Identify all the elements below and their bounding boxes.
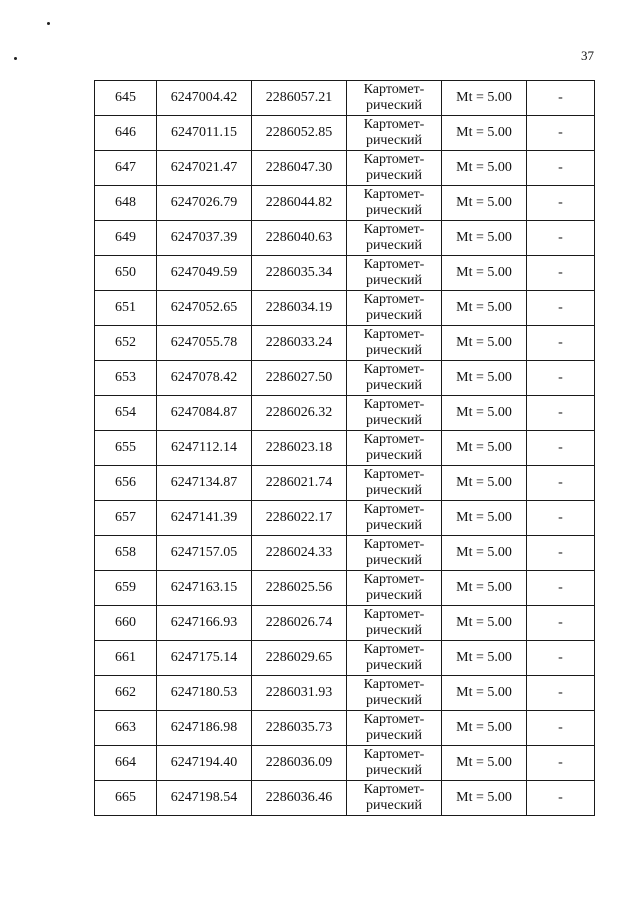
method-line-1: Картомет-	[363, 117, 425, 132]
method-cell	[347, 711, 442, 746]
point-number-cell: 663	[95, 711, 157, 746]
method-line-1: Картомет-	[363, 327, 425, 342]
y-coordinate-cell: 2286029.65	[252, 641, 347, 676]
point-number-cell: 657	[95, 501, 157, 536]
note-cell: -	[527, 151, 595, 186]
x-coordinate-cell: 6247186.98	[157, 711, 252, 746]
method-line-2: рический	[365, 658, 423, 673]
y-coordinate-cell: 2286033.24	[252, 326, 347, 361]
table-row	[95, 326, 595, 361]
method-line-2: рический	[365, 483, 423, 498]
point-number-cell: 662	[95, 676, 157, 711]
method-line-2: рический	[365, 238, 423, 253]
x-coordinate-cell: 6247049.59	[157, 256, 252, 291]
method-line-2: рический	[365, 168, 423, 183]
accuracy-cell: Mt = 5.00	[442, 431, 527, 466]
method-line-1: Картомет-	[363, 362, 425, 377]
point-number-cell: 655	[95, 431, 157, 466]
point-number-cell: 647	[95, 151, 157, 186]
method-line-2: рический	[365, 413, 423, 428]
y-coordinate-cell: 2286031.93	[252, 676, 347, 711]
x-coordinate-cell: 6247157.05	[157, 536, 252, 571]
y-coordinate-cell: 2286044.82	[252, 186, 347, 221]
accuracy-cell: Mt = 5.00	[442, 221, 527, 256]
note-cell: -	[527, 641, 595, 676]
method-line-1: Картомет-	[363, 222, 425, 237]
accuracy-cell: Mt = 5.00	[442, 256, 527, 291]
method-cell	[347, 396, 442, 431]
method-line-2: рический	[365, 588, 423, 603]
method-line-1: Картомет-	[363, 572, 425, 587]
method-line-1: Картомет-	[363, 292, 425, 307]
table-row	[95, 711, 595, 746]
method-line-2: рический	[365, 728, 423, 743]
y-coordinate-cell: 2286023.18	[252, 431, 347, 466]
table-row	[95, 501, 595, 536]
method-cell	[347, 361, 442, 396]
y-coordinate-cell: 2286036.09	[252, 746, 347, 781]
note-cell: -	[527, 466, 595, 501]
note-cell: -	[527, 396, 595, 431]
method-line-1: Картомет-	[363, 712, 425, 727]
accuracy-cell: Mt = 5.00	[442, 746, 527, 781]
method-line-1: Картомет-	[363, 782, 425, 797]
note-cell: -	[527, 711, 595, 746]
method-cell	[347, 746, 442, 781]
point-number-cell: 659	[95, 571, 157, 606]
method-line-1: Картомет-	[363, 432, 425, 447]
method-cell	[347, 151, 442, 186]
method-line-2: рический	[365, 203, 423, 218]
method-line-1: Картомет-	[363, 187, 425, 202]
coordinates-table	[94, 80, 595, 816]
x-coordinate-cell: 6247163.15	[157, 571, 252, 606]
method-line-1: Картомет-	[363, 502, 425, 517]
note-cell: -	[527, 431, 595, 466]
point-number-cell: 656	[95, 466, 157, 501]
x-coordinate-cell: 6247166.93	[157, 606, 252, 641]
point-number-cell: 648	[95, 186, 157, 221]
method-cell	[347, 431, 442, 466]
point-number-cell: 645	[95, 81, 157, 116]
x-coordinate-cell: 6247175.14	[157, 641, 252, 676]
method-line-2: рический	[365, 798, 423, 813]
table-row	[95, 641, 595, 676]
x-coordinate-cell: 6247011.15	[157, 116, 252, 151]
note-cell: -	[527, 116, 595, 151]
method-line-1: Картомет-	[363, 747, 425, 762]
accuracy-cell: Mt = 5.00	[442, 291, 527, 326]
accuracy-cell: Mt = 5.00	[442, 571, 527, 606]
method-line-2: рический	[365, 518, 423, 533]
y-coordinate-cell: 2286040.63	[252, 221, 347, 256]
table-row	[95, 396, 595, 431]
point-number-cell: 665	[95, 781, 157, 816]
accuracy-cell: Mt = 5.00	[442, 326, 527, 361]
y-coordinate-cell: 2286034.19	[252, 291, 347, 326]
point-number-cell: 646	[95, 116, 157, 151]
method-line-2: рический	[365, 308, 423, 323]
point-number-cell: 664	[95, 746, 157, 781]
note-cell: -	[527, 221, 595, 256]
method-cell	[347, 186, 442, 221]
method-cell	[347, 291, 442, 326]
page-number: 37	[581, 48, 594, 63]
accuracy-cell: Mt = 5.00	[442, 711, 527, 746]
point-number-cell: 654	[95, 396, 157, 431]
method-line-1: Картомет-	[363, 397, 425, 412]
accuracy-cell: Mt = 5.00	[442, 396, 527, 431]
x-coordinate-cell: 6247055.78	[157, 326, 252, 361]
x-coordinate-cell: 6247084.87	[157, 396, 252, 431]
method-cell	[347, 536, 442, 571]
note-cell: -	[527, 186, 595, 221]
accuracy-cell: Mt = 5.00	[442, 676, 527, 711]
method-line-2: рический	[365, 378, 423, 393]
method-line-1: Картомет-	[363, 642, 425, 657]
table-row	[95, 81, 595, 116]
method-cell	[347, 501, 442, 536]
note-cell: -	[527, 256, 595, 291]
x-coordinate-cell: 6247198.54	[157, 781, 252, 816]
table-row	[95, 116, 595, 151]
y-coordinate-cell: 2286026.32	[252, 396, 347, 431]
point-number-cell: 652	[95, 326, 157, 361]
note-cell: -	[527, 291, 595, 326]
note-cell: -	[527, 571, 595, 606]
note-cell: -	[527, 781, 595, 816]
method-line-1: Картомет-	[363, 607, 425, 622]
table-row	[95, 431, 595, 466]
method-cell	[347, 81, 442, 116]
point-number-cell: 653	[95, 361, 157, 396]
x-coordinate-cell: 6247112.14	[157, 431, 252, 466]
y-coordinate-cell: 2286035.34	[252, 256, 347, 291]
y-coordinate-cell: 2286052.85	[252, 116, 347, 151]
method-cell	[347, 571, 442, 606]
method-line-1: Картомет-	[363, 257, 425, 272]
accuracy-cell: Mt = 5.00	[442, 501, 527, 536]
table-row	[95, 256, 595, 291]
method-line-1: Картомет-	[363, 677, 425, 692]
table-row	[95, 291, 595, 326]
table-row	[95, 186, 595, 221]
method-line-2: рический	[365, 448, 423, 463]
method-cell	[347, 676, 442, 711]
point-number-cell: 651	[95, 291, 157, 326]
method-cell	[347, 326, 442, 361]
scan-speck	[14, 57, 17, 60]
coordinates-table-body	[95, 81, 595, 816]
x-coordinate-cell: 6247180.53	[157, 676, 252, 711]
table-row	[95, 746, 595, 781]
scan-speck	[47, 22, 50, 25]
note-cell: -	[527, 746, 595, 781]
table-row	[95, 151, 595, 186]
method-cell	[347, 221, 442, 256]
accuracy-cell: Mt = 5.00	[442, 466, 527, 501]
y-coordinate-cell: 2286024.33	[252, 536, 347, 571]
method-cell	[347, 466, 442, 501]
method-cell	[347, 116, 442, 151]
method-cell	[347, 641, 442, 676]
point-number-cell: 650	[95, 256, 157, 291]
x-coordinate-cell: 6247052.65	[157, 291, 252, 326]
y-coordinate-cell: 2286057.21	[252, 81, 347, 116]
x-coordinate-cell: 6247004.42	[157, 81, 252, 116]
method-line-2: рический	[365, 693, 423, 708]
method-line-2: рический	[365, 343, 423, 358]
method-line-2: рический	[365, 98, 423, 113]
y-coordinate-cell: 2286036.46	[252, 781, 347, 816]
x-coordinate-cell: 6247078.42	[157, 361, 252, 396]
accuracy-cell: Mt = 5.00	[442, 186, 527, 221]
y-coordinate-cell: 2286047.30	[252, 151, 347, 186]
x-coordinate-cell: 6247134.87	[157, 466, 252, 501]
note-cell: -	[527, 536, 595, 571]
method-cell	[347, 781, 442, 816]
x-coordinate-cell: 6247141.39	[157, 501, 252, 536]
accuracy-cell: Mt = 5.00	[442, 536, 527, 571]
point-number-cell: 660	[95, 606, 157, 641]
accuracy-cell: Mt = 5.00	[442, 151, 527, 186]
point-number-cell: 649	[95, 221, 157, 256]
method-line-2: рический	[365, 553, 423, 568]
point-number-cell: 661	[95, 641, 157, 676]
table-row	[95, 606, 595, 641]
y-coordinate-cell: 2286022.17	[252, 501, 347, 536]
note-cell: -	[527, 361, 595, 396]
table-row	[95, 571, 595, 606]
y-coordinate-cell: 2286027.50	[252, 361, 347, 396]
table-row	[95, 221, 595, 256]
y-coordinate-cell: 2286035.73	[252, 711, 347, 746]
accuracy-cell: Mt = 5.00	[442, 606, 527, 641]
x-coordinate-cell: 6247037.39	[157, 221, 252, 256]
y-coordinate-cell: 2286026.74	[252, 606, 347, 641]
method-line-2: рический	[365, 133, 423, 148]
x-coordinate-cell: 6247026.79	[157, 186, 252, 221]
method-cell	[347, 606, 442, 641]
table-row	[95, 536, 595, 571]
table-row	[95, 676, 595, 711]
y-coordinate-cell: 2286025.56	[252, 571, 347, 606]
x-coordinate-cell: 6247194.40	[157, 746, 252, 781]
method-line-1: Картомет-	[363, 537, 425, 552]
note-cell: -	[527, 676, 595, 711]
accuracy-cell: Mt = 5.00	[442, 116, 527, 151]
note-cell: -	[527, 501, 595, 536]
y-coordinate-cell: 2286021.74	[252, 466, 347, 501]
method-cell	[347, 256, 442, 291]
point-number-cell: 658	[95, 536, 157, 571]
table-row	[95, 361, 595, 396]
accuracy-cell: Mt = 5.00	[442, 361, 527, 396]
note-cell: -	[527, 606, 595, 641]
method-line-2: рический	[365, 273, 423, 288]
accuracy-cell: Mt = 5.00	[442, 81, 527, 116]
method-line-1: Картомет-	[363, 152, 425, 167]
accuracy-cell: Mt = 5.00	[442, 781, 527, 816]
note-cell: -	[527, 81, 595, 116]
note-cell: -	[527, 326, 595, 361]
table-row	[95, 781, 595, 816]
method-line-1: Картомет-	[363, 467, 425, 482]
x-coordinate-cell: 6247021.47	[157, 151, 252, 186]
accuracy-cell: Mt = 5.00	[442, 641, 527, 676]
method-line-2: рический	[365, 763, 423, 778]
method-line-1: Картомет-	[363, 82, 425, 97]
table-row	[95, 466, 595, 501]
method-line-2: рический	[365, 623, 423, 638]
